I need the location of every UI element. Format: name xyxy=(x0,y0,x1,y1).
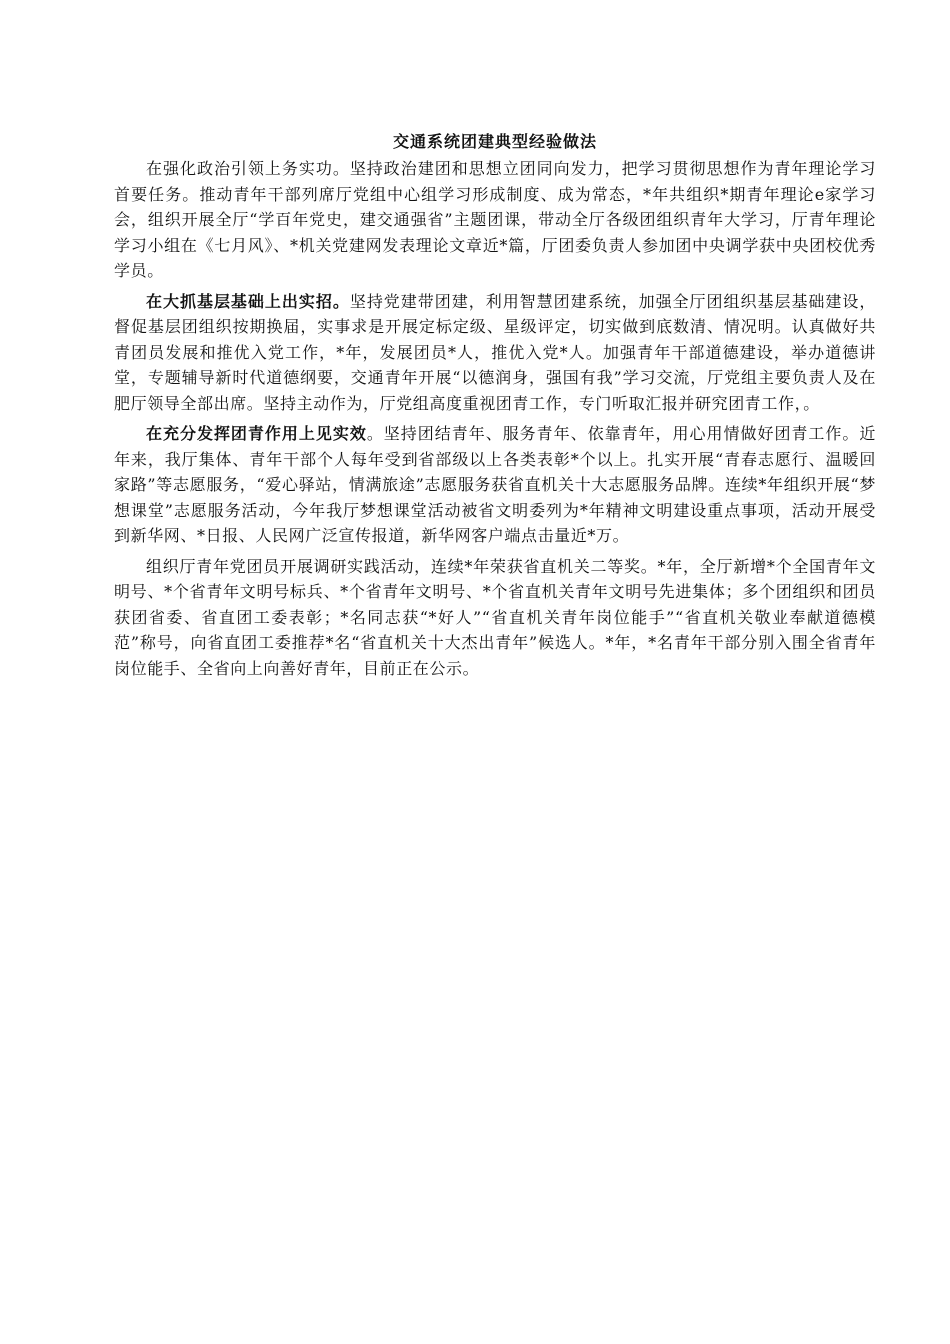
paragraph-youth-role xyxy=(114,421,876,549)
paragraph-grassroots xyxy=(114,289,876,417)
paragraph-body: 。坚持团结青年、服务青年、依靠青年，用心用情做好团青工作。近年来，我厅集体、青年干部个人每年受到省部级以上各类表彰*个以上。扎实开展“青春志愿行、温暖回家路”等志愿服务，“爱心驿站，情满旅途”志愿服务获省直机关十大志愿服务品牌。连续*年组织开展“梦想课堂”志愿服务活动，今年我厅梦想课堂活动被省文明委列为*年精神文明建设重点事项，活动开展受到新华网、*日报、人民网广泛宣传报道，新华网客户端点击量近*万。 xyxy=(114,424,876,545)
document-page xyxy=(114,128,876,686)
paragraph-body: 在强化政治引领上务实功。坚持政治建团和思想立团同向发力，把学习贯彻思想作为青年理论学习首要任务。推动青年干部列席厅党组中心组学习形成制度、成为常态，*年共组织*期青年理论e家学习会，组织开展全厅“学百年党史，建交通强省”主题团课，带动全厅各级团组织青年大学习，厅青年理论学习小组在《七月风》、*机关党建网发表理论文章近*篇，厅团委负责人参加团中央调学获中央团校优秀学员。 xyxy=(114,159,876,280)
paragraph-political-guidance xyxy=(114,156,876,284)
document-title: 交通系统团建典型经验做法 xyxy=(392,132,597,151)
paragraph-research-practice xyxy=(114,554,876,682)
paragraph-body: 组织厅青年党团员开展调研实践活动，连续*年荣获省直机关二等奖。*年，全厅新增*个全国青年文明号、*个省青年文明号标兵、*个省青年文明号、*个省直机关青年文明号先进集体；多个团组织和团员获团省委、省直团工委表彰；*名同志获“*好人”“省直机关青年岗位能手”“省直机关敬业奉献道德模范”称号，向省直团工委推荐*名“省直机关十大杰出青年”候选人。*年，*名青年干部分别入围全省青年岗位能手、全省向上向善好青年，目前正在公示。 xyxy=(114,556,876,678)
paragraph-lead: 在大抓基层基础上出实招。 xyxy=(146,291,350,311)
paragraph-lead: 在充分发挥团青作用上见实效 xyxy=(146,424,367,443)
paragraph-body: 坚持党建带团建，利用智慧团建系统，加强全厅团组织基层基础建设，督促基层团组织按期换届，实事求是开展定标定级、星级评定，切实做到底数清、情况明。认真做好共青团员发展和推优入党工作，*年，发展团员*人，推优入党*人。加强青年干部道德建设，举办道德讲堂，专题辅导新时代道德纲要，交通青年开展“以德润身，强国有我”学习交流，厅党组主要负责人及在肥厅领导全部出席。坚持主动作为，厅党组高度重视团青工作，专门听取汇报并研究团青工作，。 xyxy=(114,291,876,413)
